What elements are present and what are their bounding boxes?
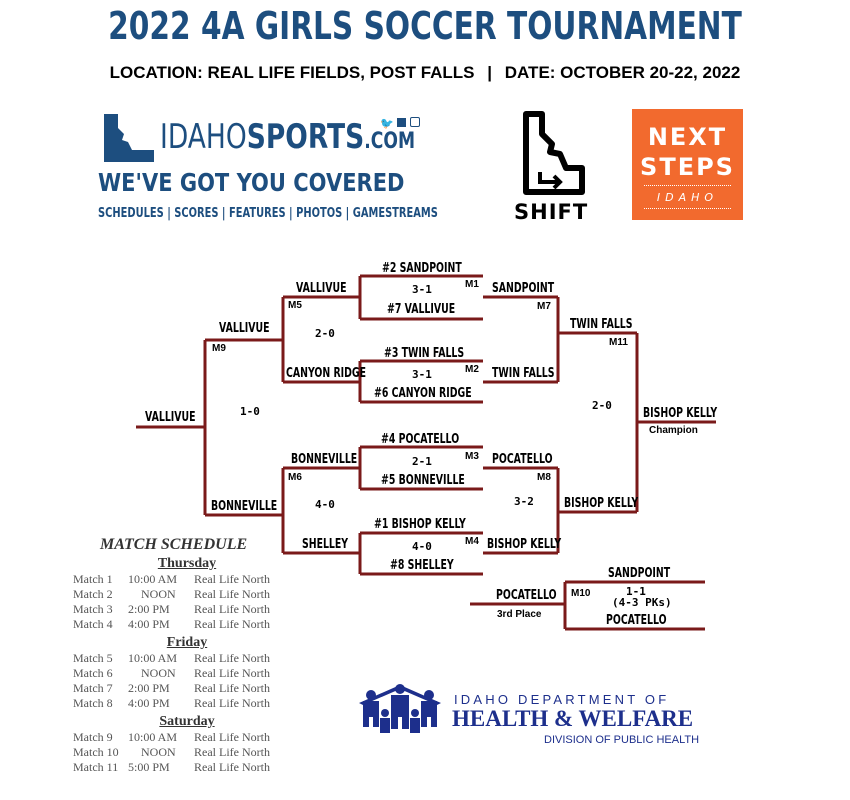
separator: | (487, 63, 493, 82)
schedule-time: 4:00 PM (128, 617, 170, 631)
schedule-match: Match 1 (73, 572, 113, 586)
schedule-match: Match 7 (73, 681, 113, 695)
hw-logo-line3: DIVISION OF PUBLIC HEALTH (544, 734, 700, 746)
idahosports-links: SCHEDULES | SCORES | FEATURES | PHOTOS | GAMESTREAMS (98, 206, 438, 221)
schedule-venue: Real Life North (194, 681, 270, 695)
hw-logo-line2: HEALTH & WELFARE (452, 706, 694, 731)
schedule-day-saturday: Saturday (159, 714, 215, 729)
m2-top-team: #3 TWIN FALLS (384, 346, 465, 361)
schedule-time: NOON (141, 587, 176, 601)
m5-top-team: VALLIVUE (296, 281, 347, 296)
m5-label: M5 (288, 300, 302, 311)
schedule-time: 4:00 PM (128, 696, 170, 710)
m3-score: 2-1 (412, 455, 432, 468)
m1-bottom-team: #7 VALLIVUE (387, 302, 456, 317)
m3-bottom-team: #5 BONNEVILLE (381, 473, 465, 488)
schedule-venue: Real Life North (194, 572, 270, 586)
m8-bottom-team: BISHOP KELLY (487, 537, 562, 552)
m4-bottom-team: #8 SHELLEY (390, 558, 454, 573)
m11-label: M11 (609, 337, 628, 348)
third-place-label: 3rd Place (497, 609, 542, 620)
schedule-venue: Real Life North (194, 760, 270, 774)
schedule-time: NOON (141, 666, 176, 680)
schedule-match: Match 11 (73, 760, 119, 774)
m1-score: 3-1 (412, 283, 432, 296)
schedule-venue: Real Life North (194, 651, 270, 665)
location-text: LOCATION: REAL LIFE FIELDS, POST FALLS (109, 63, 475, 82)
schedule-match: Match 8 (73, 696, 113, 710)
schedule-time: 2:00 PM (128, 681, 170, 695)
m1-top-team: #2 SANDPOINT (382, 261, 462, 276)
m10-pk-score: (4-3 PKs) (612, 596, 672, 609)
schedule-title: MATCH SCHEDULE (100, 536, 248, 553)
twitter-icon: 🐦 (380, 117, 394, 130)
schedule-venue: Real Life North (194, 696, 270, 710)
m11-score: 2-0 (592, 399, 612, 412)
champion-label: Champion (649, 425, 698, 436)
schedule-match: Match 6 (73, 666, 113, 680)
m10-label: M10 (571, 588, 591, 599)
hw-logo-line1: IDAHO DEPARTMENT OF (454, 692, 670, 707)
schedule-venue: Real Life North (194, 666, 270, 680)
m9-top-team: VALLIVUE (219, 321, 270, 336)
m7-top-team: SANDPOINT (492, 281, 555, 296)
m11-bottom-team: BISHOP KELLY (564, 496, 639, 511)
m3-top-team: #4 POCATELLO (381, 432, 460, 447)
date-text: DATE: OCTOBER 20-22, 2022 (504, 63, 741, 82)
schedule-match: Match 2 (73, 587, 113, 601)
m6-top-team: BONNEVILLE (291, 452, 358, 467)
m4-score: 4-0 (412, 540, 432, 553)
m7-label: M7 (537, 301, 551, 312)
schedule-venue: Real Life North (194, 587, 270, 601)
m8-label: M8 (537, 472, 551, 483)
schedule-day-friday: Friday (166, 635, 208, 650)
champion-team: BISHOP KELLY (643, 406, 718, 421)
m6-score: 4-0 (315, 498, 335, 511)
m11-top-team: TWIN FALLS (570, 317, 633, 332)
shift-logo-text: SHIFT (514, 200, 589, 224)
schedule-day-thursday: Thursday (157, 556, 217, 571)
schedule-venue: Real Life North (194, 602, 270, 616)
m1-label: M1 (465, 279, 479, 290)
m6-label: M6 (288, 472, 302, 483)
m10-score: 1-1 (626, 585, 646, 598)
m5-bottom-team: CANYON RIDGE (286, 366, 366, 381)
m5-score: 2-0 (315, 327, 335, 340)
schedule-venue: Real Life North (194, 745, 270, 759)
schedule-time: 10:00 AM (128, 572, 178, 586)
m6-bottom-team: SHELLEY (302, 537, 349, 552)
m8-top-team: POCATELLO (492, 452, 553, 467)
m2-label: M2 (465, 364, 479, 375)
m9-winner: VALLIVUE (145, 410, 196, 425)
m4-top-team: #1 BISHOP KELLY (374, 517, 466, 532)
m8-score: 3-2 (514, 495, 534, 508)
schedule-match: Match 5 (73, 651, 113, 665)
schedule-venue: Real Life North (194, 617, 270, 631)
schedule-time: NOON (141, 745, 176, 759)
m9-bottom-team: BONNEVILLE (211, 499, 278, 514)
m4-label: M4 (465, 536, 479, 547)
page-title: 2022 4A GIRLS SOCCER TOURNAMENT (108, 4, 742, 48)
m2-bottom-team: #6 CANYON RIDGE (374, 386, 472, 401)
health-welfare-people-icon (357, 683, 443, 741)
schedule-match: Match 10 (73, 745, 119, 759)
idahosports-tagline: WE'VE GOT YOU COVERED (98, 168, 405, 197)
schedule-venue: Real Life North (194, 730, 270, 744)
next-steps-line2: STEPS (640, 153, 735, 181)
m10-top-team: SANDPOINT (608, 566, 671, 581)
schedule-match: Match 4 (73, 617, 113, 631)
schedule-match: Match 3 (73, 602, 113, 616)
schedule-time: 2:00 PM (128, 602, 170, 616)
schedule-time: 5:00 PM (128, 760, 170, 774)
m9-score: 1-0 (240, 405, 260, 418)
schedule-time: 10:00 AM (128, 651, 178, 665)
m3-label: M3 (465, 451, 479, 462)
next-steps-line1: NEXT (647, 123, 728, 151)
m7-bottom-team: TWIN FALLS (492, 366, 555, 381)
next-steps-sub: IDAHO (656, 191, 719, 204)
schedule-time: 10:00 AM (128, 730, 178, 744)
idahosports-logo: IDAHOSPORTS.COM (160, 117, 416, 157)
schedule-match: Match 9 (73, 730, 113, 744)
third-place-team: POCATELLO (496, 588, 557, 603)
m9-label: M9 (212, 343, 226, 354)
m2-score: 3-1 (412, 368, 432, 381)
m10-bottom-team: POCATELLO (606, 613, 667, 628)
